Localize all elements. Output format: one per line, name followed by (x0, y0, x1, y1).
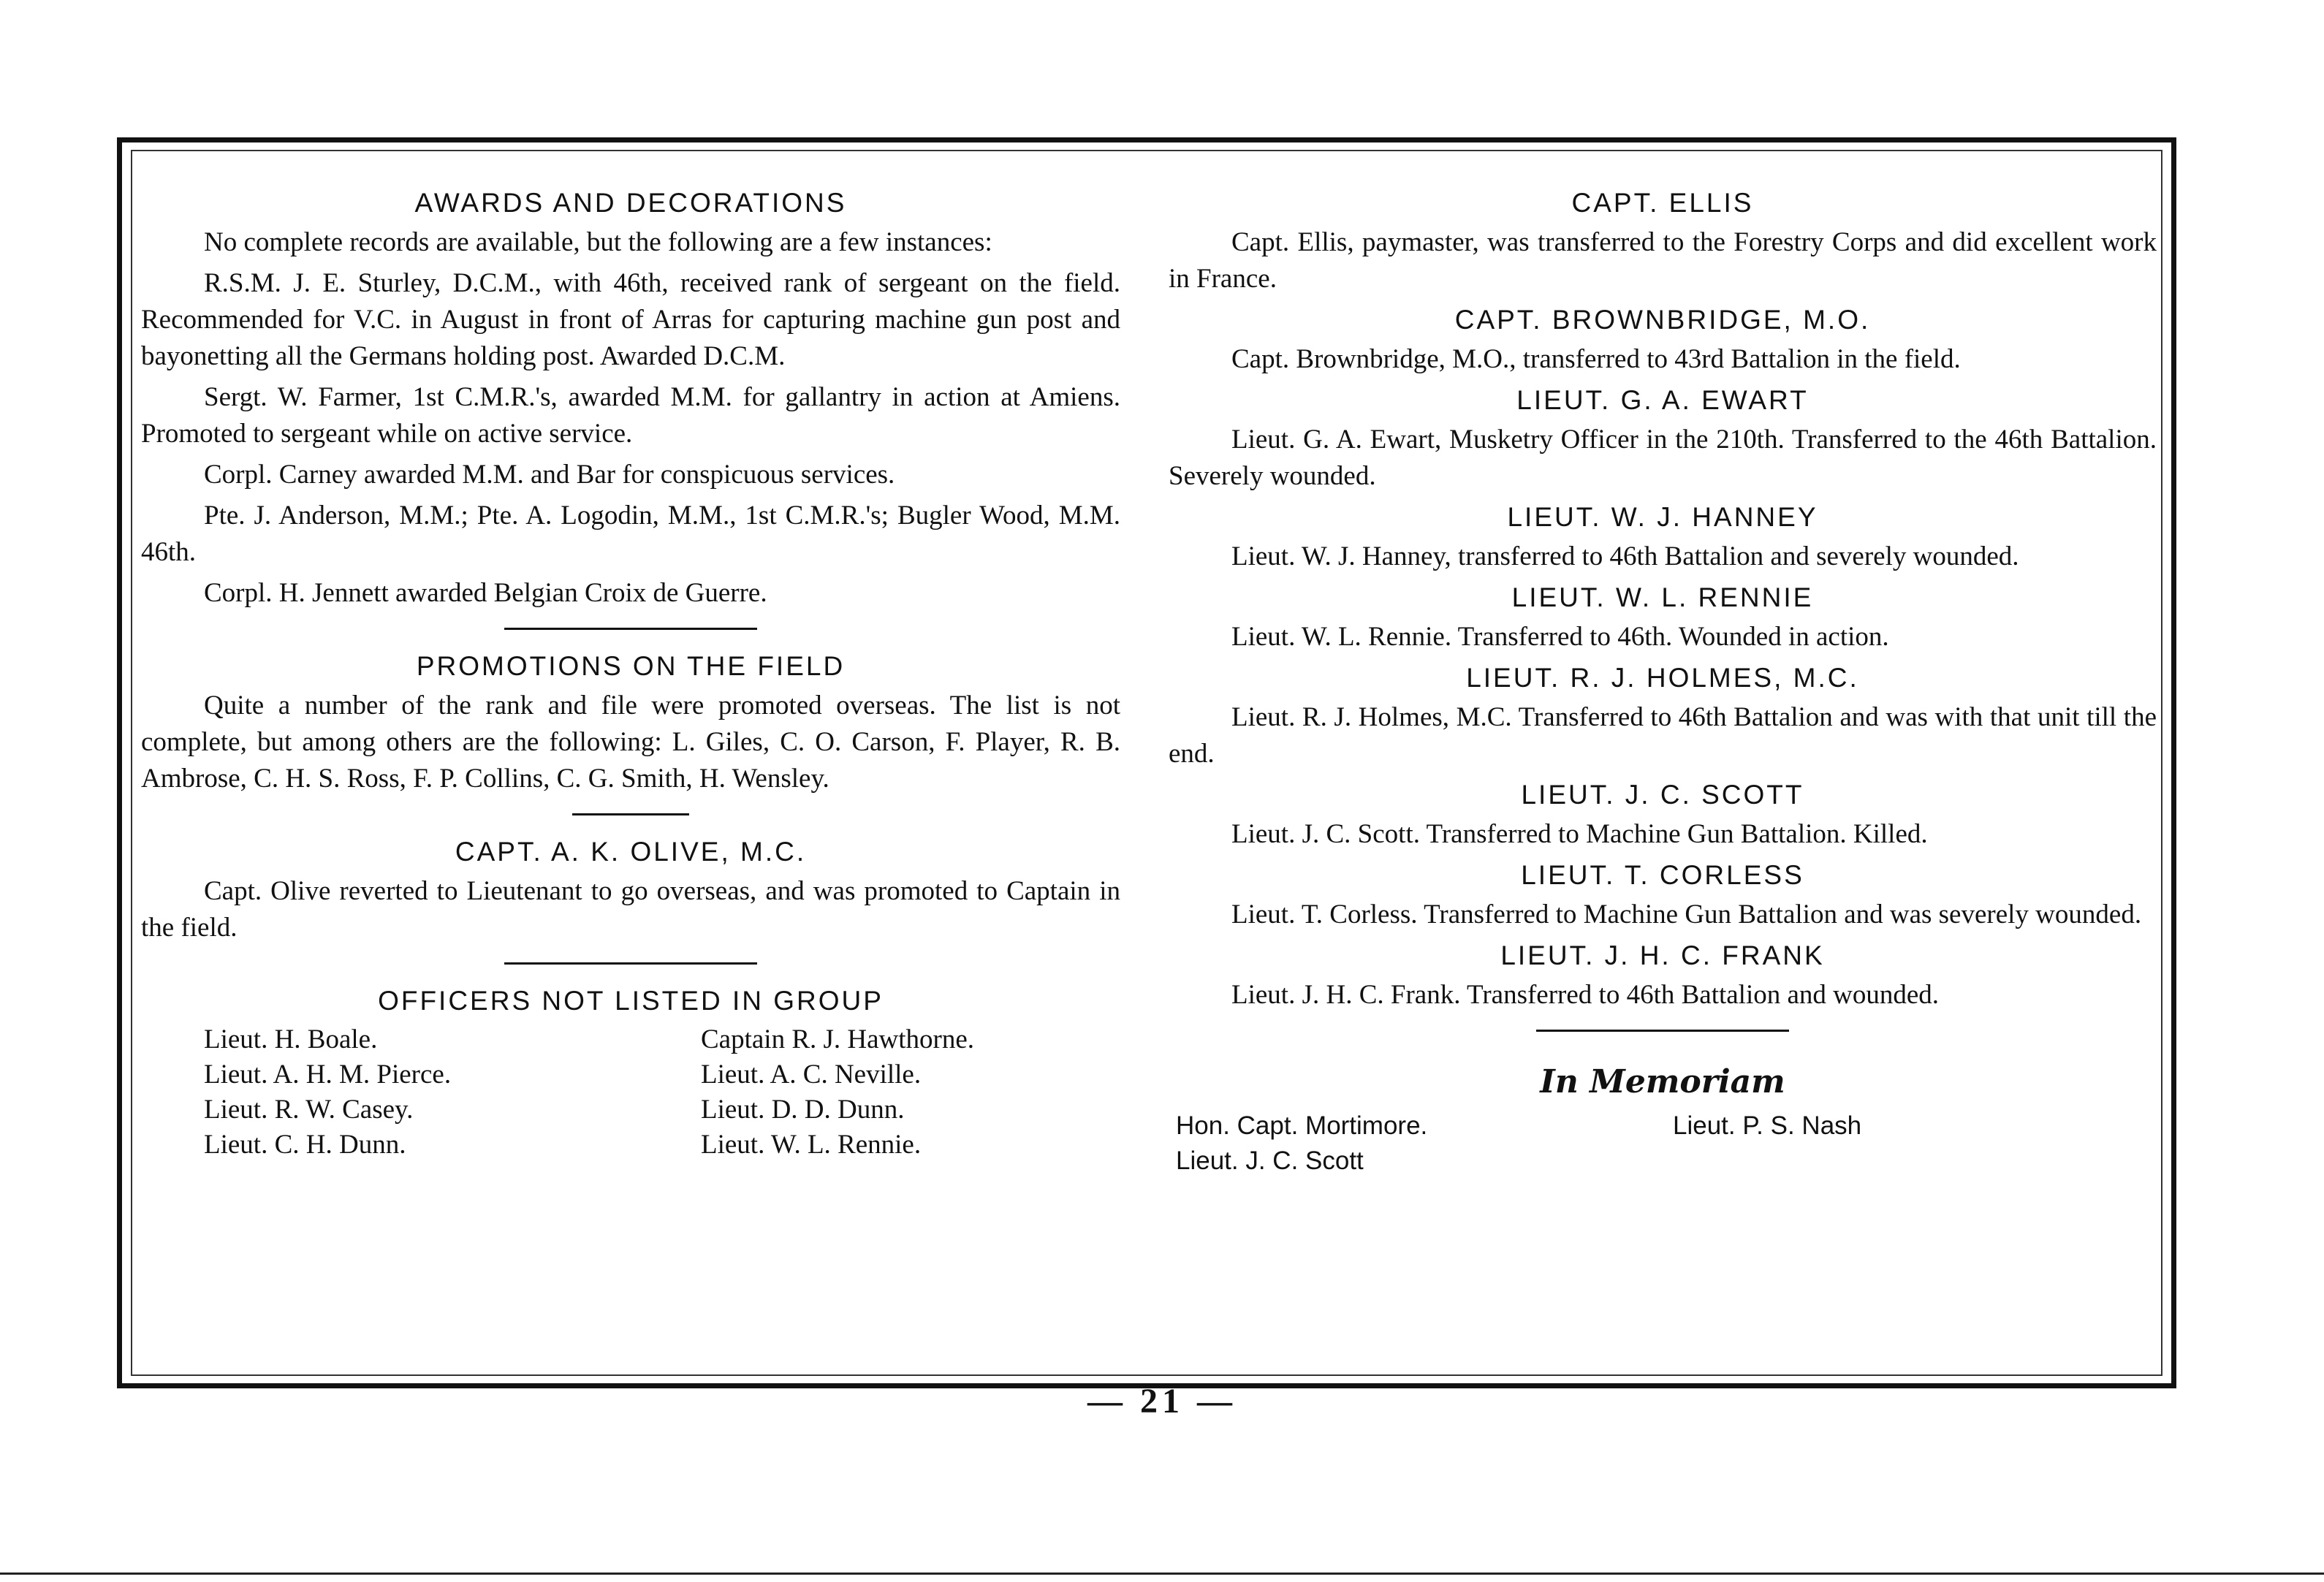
section-heading: AWARDS AND DECORATIONS (414, 188, 847, 218)
officer-name: Lieut. A. C. Neville. (701, 1060, 922, 1089)
paragraph: Capt. Olive reverted to Lieutenant to go overseas, and was promoted to Captain in the field. (141, 876, 1120, 943)
bottom-rule (0, 1573, 2324, 1575)
section-heading: LIEUT. G. A. EWART (1516, 385, 1809, 415)
page-frame (117, 137, 2176, 1388)
paragraph: No complete records are available, but the following are a few instances: (204, 227, 992, 257)
officer-name: Lieut. D. D. Dunn. (701, 1095, 905, 1125)
officer-section (1169, 938, 2157, 1014)
section-heading: CAPT. ELLIS (1571, 188, 1754, 218)
section-heading: CAPT. BROWNBRIDGE, M.O. (1454, 305, 1871, 335)
paragraph: R.S.M. J. E. Sturley, D.C.M., with 46th, received rank of sergeant on the field. Recommended for V.C. in August in front of Arras for capturing machine gun post and bayonetting all the Germans holding post. Awarded D.C.M. (141, 268, 1120, 371)
officers-section (141, 983, 1120, 1163)
officer-name: Lieut. A. H. M. Pierce. (204, 1060, 452, 1089)
paragraph: Corpl. H. Jennett awarded Belgian Croix de Guerre. (204, 578, 767, 608)
section-divider (504, 626, 757, 631)
officers-list (141, 1022, 1120, 1163)
olive-section (141, 834, 1120, 946)
paragraph: Lieut. J. H. C. Frank. Transferred to 46th Battalion and wounded. (1231, 980, 1940, 1010)
paragraph: Lieut. J. C. Scott. Transferred to Machine Gun Battalion. Killed. (1231, 819, 1928, 849)
section-heading: OFFICERS NOT LISTED IN GROUP (378, 986, 884, 1016)
paragraph: Quite a number of the rank and file were promoted overseas. The list is not complete, but among others are the following: L. Giles, C. O. Carson, F. Player, R. B. Ambrose, C. H. S. Ross, F. P. Collins, C. G. Smith, H. Wensley. (141, 691, 1120, 794)
section-heading: LIEUT. J. C. SCOTT (1521, 780, 1804, 810)
section-heading: LIEUT. W. L. RENNIE (1511, 582, 1814, 612)
officer-section (1169, 777, 2157, 853)
paragraph: Lieut. W. J. Hanney, transferred to 46th Battalion and severely wounded. (1231, 541, 2019, 571)
section-heading: PROMOTIONS ON THE FIELD (416, 651, 846, 681)
section-heading: LIEUT. W. J. HANNEY (1507, 502, 1818, 532)
memoriam-title: In Memoriam (1540, 1063, 1785, 1100)
officer-name: Lieut. C. H. Dunn. (204, 1130, 406, 1160)
paragraph: Corpl. Carney awarded M.M. and Bar for conspicuous services. (204, 460, 895, 490)
officer-section (1169, 302, 2157, 378)
promotions-section (141, 648, 1120, 797)
officer-section (1169, 382, 2157, 495)
paragraph: Pte. J. Anderson, M.M.; Pte. A. Logodin, M.M., 1st C.M.R.'s; Bugler Wood, M.M. 46th. (141, 501, 1120, 567)
memoriam-name: Hon. Capt. Mortimore. (1176, 1111, 1428, 1140)
page-number: — 21 — (1087, 1382, 1237, 1421)
section-heading: CAPT. A. K. OLIVE, M.C. (455, 837, 807, 867)
officer-name: Lieut. W. L. Rennie. (701, 1130, 922, 1160)
paragraph: Capt. Ellis, paymaster, was transferred to the Forestry Corps and did excellent work in France. (1169, 227, 2157, 294)
officer-section (1169, 499, 2157, 575)
awards-section (141, 185, 1120, 612)
section-divider (504, 961, 757, 965)
paragraph: Lieut. W. L. Rennie. Transferred to 46th. Wounded in action. (1231, 622, 1889, 652)
memoriam-section (1169, 1062, 2157, 1179)
paragraph: Capt. Brownbridge, M.O., transferred to 43rd Battalion in the field. (1231, 344, 1961, 374)
officer-name: Lieut. H. Boale. (204, 1024, 378, 1054)
section-heading: LIEUT. J. H. C. FRANK (1500, 940, 1825, 970)
officer-section (1169, 185, 2157, 297)
officer-section (1169, 579, 2157, 655)
officer-name: Captain R. J. Hawthorne. (701, 1024, 975, 1054)
paragraph: Lieut. R. J. Holmes, M.C. Transferred to 46th Battalion and was with that unit till the end. (1169, 702, 2157, 769)
memoriam-name: Lieut. J. C. Scott (1176, 1146, 1364, 1175)
paragraph: Lieut. T. Corless. Transferred to Machine Gun Battalion and was severely wounded. (1231, 900, 2142, 929)
officer-section (1169, 660, 2157, 772)
memoriam-list (1169, 1108, 2157, 1179)
paragraph: Sergt. W. Farmer, 1st C.M.R.'s, awarded M.M. for gallantry in action at Amiens. Promoted to sergeant while on active service. (141, 382, 1120, 449)
paragraph: Lieut. G. A. Ewart, Musketry Officer in the 210th. Transferred to the 46th Battalion. Severely wounded. (1169, 425, 2157, 491)
section-heading: LIEUT. T. CORLESS (1521, 860, 1804, 890)
left-column (141, 185, 1120, 1163)
officer-section (1169, 857, 2157, 933)
right-column (1169, 185, 2157, 1179)
memoriam-name: Lieut. P. S. Nash (1673, 1111, 1862, 1140)
officer-name: Lieut. R. W. Casey. (204, 1095, 414, 1125)
section-divider (1536, 1028, 1789, 1033)
section-divider (572, 812, 689, 816)
section-heading: LIEUT. R. J. HOLMES, M.C. (1466, 663, 1859, 693)
